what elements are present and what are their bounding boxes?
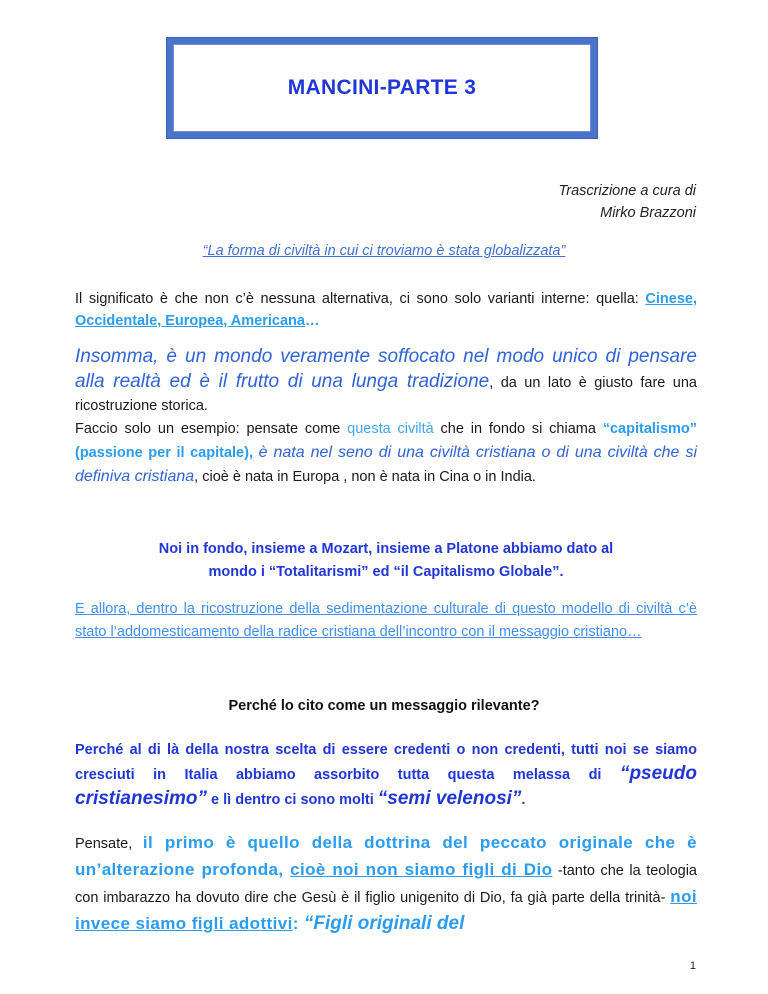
paragraph-2-bold: “capitalismo” (passione per il capitale) — [75, 421, 698, 461]
paragraph-2-comma: , — [248, 445, 259, 461]
paragraph-4-end: . — [521, 792, 526, 808]
highlighted-statement-line-1: Noi in fondo, insieme a Mozart, insieme a Platone abbiamo dato al — [158, 541, 614, 557]
credits-line-1: Trascrizione a cura di — [558, 183, 696, 199]
paragraph-5-underlined-2: noi invece siamo figli adottivi — [75, 887, 697, 933]
paragraph-3: E allora, dentro la ricostruzione della sedimentazione culturale di questo modello di civiltà c’è stato l’addomesticamento della radice cristiana dell’incontro con il messaggio cristiano… — [75, 601, 697, 640]
paragraph-2-italic-2: è nata nel seno di una civiltà cristiana o di una civiltà che si definiva cristiana — [75, 444, 698, 485]
paragraph-4-text-1: Perché al di là della nostra scelta di essere credenti o non credenti, tutti noi se siamo cresciuti in Italia abbiamo assorbito tutta questa melassa di — [75, 742, 697, 783]
paragraph-5-plain-2: -tanto che la teologia con imbarazzo ha dovuto dire che Gesù è il figlio unigenito di Dio, fa già parte della trinità- — [75, 863, 697, 906]
paragraph-2-italic: Insomma, è un mondo veramente soffocato nel modo unico di pensare alla realtà ed è il frutto di una lunga tradizione — [75, 346, 697, 392]
civilization-variants-link[interactable]: Cinese, Occidentale, Europea, Americana — [75, 291, 697, 329]
opening-quote: “La forma di civiltà in cui ci troviamo è stata globalizzata” — [202, 243, 566, 259]
credits-author: Mirko Brazzoni — [600, 205, 696, 221]
paragraph-1 — [75, 288, 697, 332]
paragraph-5-underlined-1: cioè noi non siamo figli di Dio — [290, 860, 553, 879]
paragraph-5-blue-1: il primo è quello della dottrina del peccato originale che è un’alterazione profonda, — [75, 833, 698, 879]
highlighted-statement — [75, 538, 697, 584]
paragraph-2-plain-4: , cioè è nata in Europa , non è nata in Cina o in India. — [194, 469, 536, 485]
paragraph-5-colon: : — [292, 914, 304, 933]
paragraph-4-italic-1: “pseudo cristianesimo” — [75, 763, 697, 809]
paragraph-4 — [75, 738, 697, 812]
paragraph-5-plain-1: Pensate, — [75, 836, 143, 852]
paragraph-2-plain-2: Faccio solo un esempio: pensate come — [75, 421, 348, 437]
title-box — [167, 38, 597, 138]
paragraph-2-plain-3: che in fondo si chiama — [433, 421, 603, 437]
paragraph-2-highlight: questa civiltà — [347, 421, 434, 437]
paragraph-5-italic: “Figli originali del — [303, 913, 465, 934]
document-title: MANCINI-PARTE 3 — [287, 76, 477, 99]
paragraph-1-ellipsis: … — [304, 313, 320, 329]
paragraph-5 — [75, 830, 697, 938]
paragraph-4-text-2: e lì dentro ci sono molti — [207, 792, 378, 808]
section-question: Perché lo cito come un messaggio rilevante? — [228, 698, 540, 714]
paragraph-2 — [75, 345, 697, 489]
paragraph-1-text: Il significato è che non c’è nessuna alternativa, ci sono solo varianti interne: quella: — [75, 291, 646, 307]
paragraph-4-italic-2: “semi velenosi” — [377, 788, 522, 809]
highlighted-statement-line-2: mondo i “Totalitarismi” ed “il Capitalismo Globale”. — [208, 564, 564, 580]
page-number: 1 — [689, 960, 696, 972]
paragraph-2-plain-1: , da un lato è giusto fare una ricostruzione storica. — [75, 375, 697, 414]
credits — [558, 180, 696, 224]
